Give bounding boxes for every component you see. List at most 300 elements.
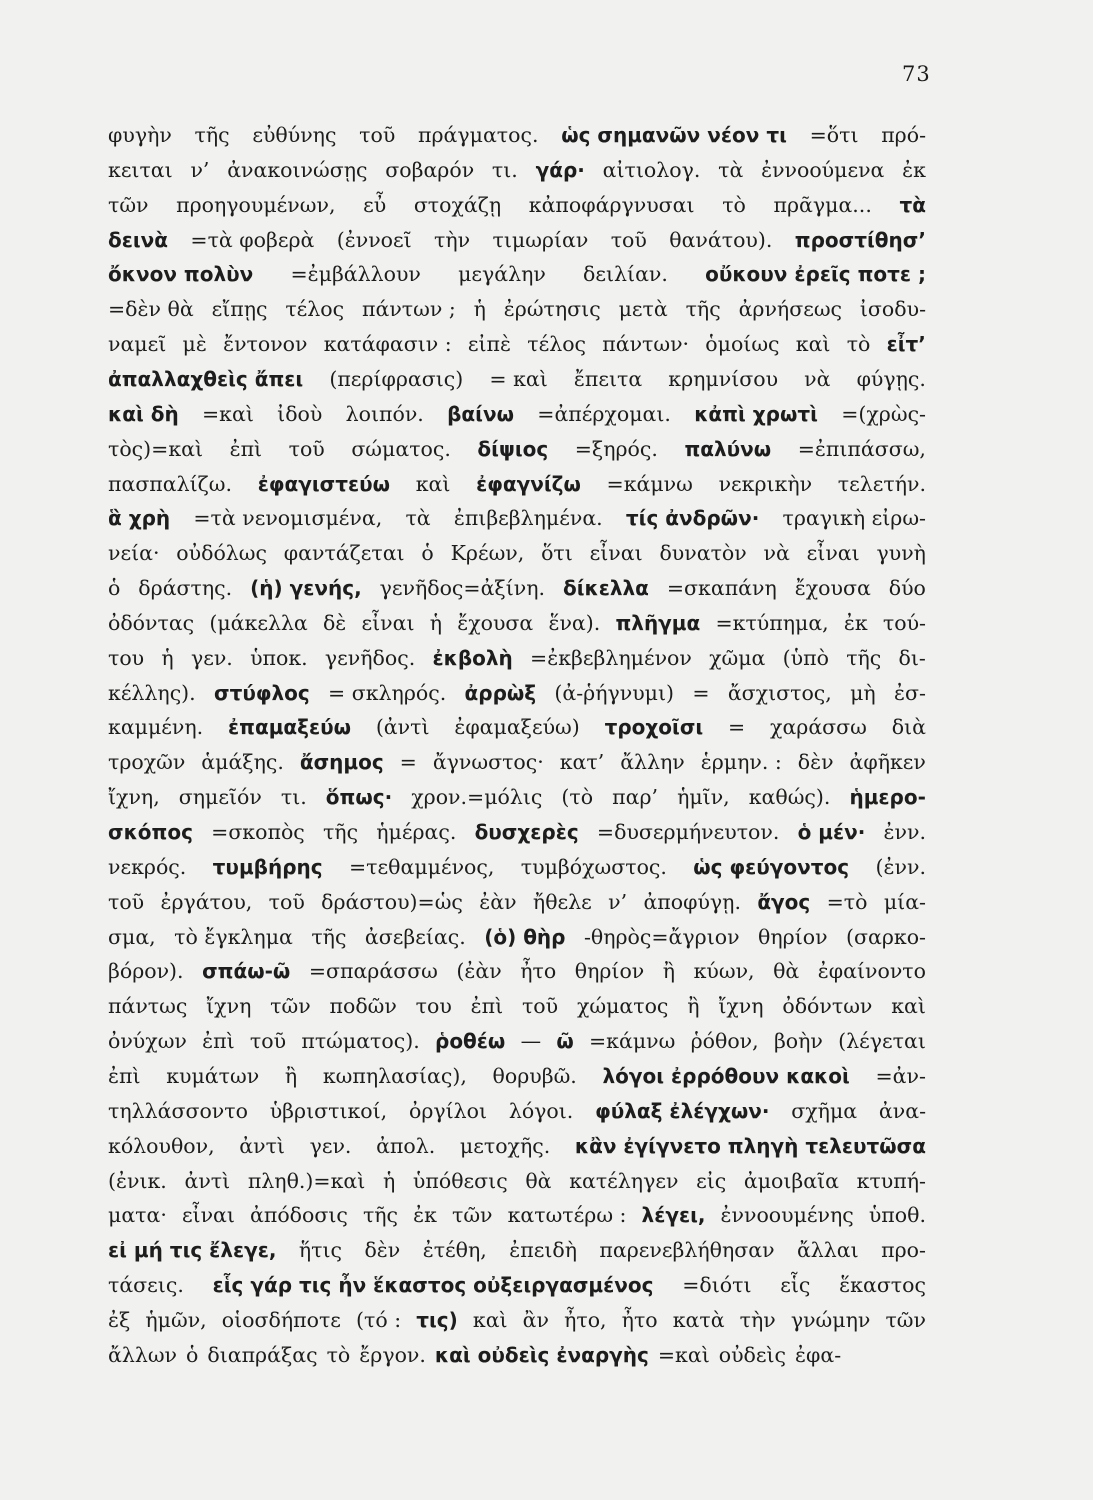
- gloss-text: τροχῶν: [108, 750, 186, 775]
- gloss-text: κέλλης).: [108, 680, 196, 705]
- text-line: [108, 1198, 926, 1232]
- gloss-text: νεία·: [108, 541, 160, 566]
- gloss-text: =τὸ: [826, 889, 868, 914]
- gloss-text: ἄσχιστος,: [727, 680, 832, 705]
- headword: ἀρρὼξ: [464, 680, 537, 705]
- gloss-text: εἷς: [780, 1273, 811, 1298]
- gloss-text: ἐτέθη,: [422, 1238, 487, 1263]
- gloss-text: δὲν: [797, 750, 834, 775]
- gloss-text: τυμβόχωστος.: [520, 854, 667, 879]
- gloss-text: μεγάλην: [458, 262, 546, 287]
- gloss-text: πράγματος.: [418, 123, 539, 147]
- gloss-text: λόγοι.: [508, 1098, 574, 1123]
- headword: στύφλος: [214, 680, 310, 705]
- text-line: [108, 1338, 926, 1372]
- gloss-text: οἱοσδήποτε: [221, 1307, 341, 1332]
- headword: τυμβήρης: [212, 854, 323, 879]
- gloss-text: εἶναι: [589, 541, 643, 566]
- gloss-text: =τὰ νενομισμένα,: [193, 506, 383, 531]
- gloss-text: τῆς: [846, 645, 882, 670]
- gloss-text: τι.: [280, 785, 307, 810]
- gloss-text: πρᾶγμα...: [773, 192, 872, 217]
- headword: κἂν ἐγίγνετο πληγὴ τελευτῶσα: [574, 1133, 926, 1158]
- gloss-text: μετοχῆς.: [459, 1133, 551, 1158]
- gloss-text: =ἀν-: [875, 1063, 926, 1088]
- gloss-text: =σκοπὸς: [211, 820, 305, 844]
- gloss-text: ἐὰν: [479, 889, 517, 914]
- gloss-text: δὲ: [322, 610, 347, 635]
- gloss-text: ἂν: [522, 1307, 549, 1332]
- headword: ἐφαγνίζω: [476, 471, 581, 496]
- gloss-text: τοῦ: [521, 994, 559, 1019]
- gloss-text: τὸ: [326, 1342, 351, 1367]
- gloss-text: τοῦ: [288, 436, 325, 461]
- gloss-text: =ὅτι: [809, 123, 859, 147]
- gloss-text: ἐσ-: [894, 680, 926, 705]
- gloss-text: =τὰ φοβερὰ: [190, 227, 315, 252]
- gloss-text: οὐδεὶς: [718, 1342, 787, 1367]
- gloss-text: παρ’: [612, 785, 659, 810]
- gloss-text: (ἀ-ῥήγνυμι): [554, 680, 675, 705]
- gloss-text: του: [108, 645, 145, 670]
- gloss-text: =κάμνω: [589, 1029, 676, 1054]
- gloss-text: ἐφαμαξεύω): [454, 715, 580, 740]
- text-line: [108, 571, 926, 605]
- gloss-text: ἀπολ.: [376, 1133, 436, 1158]
- gloss-text: ἐργάτου,: [160, 889, 253, 914]
- headword: δεινὰ: [108, 227, 169, 252]
- text-line: [108, 606, 926, 640]
- gloss-text: τι.: [491, 157, 518, 182]
- gloss-text: ἰσοδυ-: [859, 297, 926, 322]
- gloss-text: τέλος: [527, 332, 587, 357]
- headword: ἃ χρὴ: [108, 506, 171, 531]
- gloss-text: =(χρὼς-: [841, 401, 926, 426]
- gloss-text: ἕκαστος: [839, 1273, 926, 1298]
- gloss-text: εἰς: [696, 1168, 727, 1193]
- headword: προστίθησ’: [794, 227, 926, 252]
- gloss-text: ἦτο: [520, 959, 557, 984]
- gloss-text: ἐνν.: [883, 820, 926, 844]
- gloss-text: καὶ: [415, 471, 451, 496]
- gloss-text: τάσεις.: [108, 1273, 184, 1298]
- gloss-text: (τὸ: [561, 785, 594, 810]
- gloss-text: τῆς: [194, 123, 230, 147]
- gloss-text: χρον.=μόλις: [411, 785, 543, 810]
- text-line: [108, 536, 926, 570]
- gloss-text: ἐφαίνοντο: [817, 959, 926, 984]
- text-line: [108, 223, 926, 257]
- gloss-text: διὰ: [891, 715, 926, 740]
- gloss-text: (ἐννοεῖ: [336, 227, 412, 252]
- gloss-text: ἰδοὺ: [277, 401, 323, 426]
- gloss-text: δυνατὸν: [659, 541, 747, 566]
- gloss-text: φυγὴν: [108, 123, 172, 147]
- gloss-text: γεν.: [190, 645, 233, 670]
- gloss-text: εἶναι: [361, 610, 415, 635]
- gloss-text: ἀρνήσεως: [738, 297, 843, 322]
- text-line: [108, 1303, 926, 1337]
- headword: ὡς φεύγοντος: [693, 854, 850, 879]
- text-line: [108, 257, 926, 291]
- gloss-text: ἐπειδὴ: [509, 1238, 577, 1263]
- text-line: [108, 815, 926, 849]
- text-line: [108, 1129, 926, 1163]
- gloss-text: Κρέων,: [450, 541, 525, 566]
- gloss-text: ἡμῖν,: [677, 785, 730, 810]
- gloss-text: κἀποφάργνυσαι: [528, 192, 695, 217]
- gloss-text: πάντων ;: [362, 297, 456, 322]
- gloss-text: τὴν: [434, 227, 471, 252]
- gloss-text: ὁ: [186, 1342, 199, 1367]
- gloss-text: κύων,: [693, 959, 755, 984]
- headword: ὅπως·: [325, 785, 393, 810]
- gloss-text: γνώμην: [790, 1307, 871, 1332]
- gloss-text: ἀπόδοσις: [250, 1203, 348, 1228]
- text-line: [108, 1024, 926, 1058]
- headword: βαίνω: [447, 401, 514, 426]
- headword: ἄγος: [757, 889, 811, 914]
- gloss-text: καμμένη.: [108, 715, 204, 740]
- gloss-text: (περίφρασις): [329, 366, 464, 391]
- gloss-text: ἐπὶ: [202, 1029, 235, 1054]
- text-line: [108, 153, 926, 187]
- gloss-text: (ἐνικ.: [108, 1168, 167, 1193]
- gloss-text: εὖ: [363, 192, 387, 217]
- gloss-text: ἀσεβείας.: [364, 924, 466, 949]
- gloss-text: ἴχνη: [718, 994, 764, 1019]
- gloss-text: χῶμα: [709, 645, 766, 670]
- gloss-text: ν’: [190, 157, 210, 182]
- gloss-text: θηρίον: [758, 924, 828, 949]
- gloss-text: δι-: [898, 645, 926, 670]
- gloss-text: =σπαράσσω: [308, 959, 438, 984]
- gloss-text: ἀφῆκεν: [849, 750, 926, 775]
- gloss-text: δράστης.: [138, 576, 233, 601]
- gloss-text: τὸς)=καὶ: [108, 436, 204, 461]
- headword: λέγει,: [641, 1203, 706, 1228]
- headword: πλῆγμα: [615, 610, 701, 635]
- gloss-text: προηγουμένων,: [176, 192, 336, 217]
- gloss-text: ἡμέρας.: [376, 820, 457, 844]
- gloss-text: κατ’: [559, 750, 605, 775]
- gloss-text: κωπηλασίας),: [322, 1063, 467, 1088]
- gloss-text: μία-: [883, 889, 926, 914]
- gloss-text: τῶν: [885, 1307, 926, 1332]
- gloss-text: στοχάζῃ: [413, 192, 502, 217]
- headword: οὔκουν ἐρεῖς ποτε ;: [705, 262, 926, 287]
- gloss-text: ἐφα-: [795, 1342, 842, 1367]
- gloss-text: τῆς: [311, 924, 347, 949]
- gloss-text: ἐπιβεβλημένα.: [453, 506, 603, 531]
- gloss-text: ἐξ: [108, 1307, 131, 1332]
- gloss-text: πάντων·: [602, 332, 690, 357]
- text-line: [108, 327, 926, 361]
- gloss-text: ὁ: [421, 541, 434, 566]
- gloss-text: αἰτιολογ.: [602, 157, 701, 182]
- headword: παλύνω: [684, 436, 772, 461]
- gloss-text: πρό-: [881, 123, 926, 147]
- gloss-text: ἀμοιβαῖα: [743, 1168, 839, 1193]
- gloss-text: ῥόθον,: [690, 1029, 759, 1054]
- text-line: [108, 1094, 926, 1128]
- text-line: [108, 1164, 926, 1198]
- gloss-text: προ-: [881, 1238, 926, 1263]
- gloss-text: νὰ: [763, 541, 790, 566]
- gloss-text: ἡμῶν,: [145, 1307, 207, 1332]
- gloss-text: κτυπή-: [856, 1168, 926, 1193]
- gloss-text: ἑρμην. :: [700, 750, 782, 775]
- text-line: [108, 467, 926, 501]
- text-line: [108, 885, 926, 919]
- gloss-text: ναμεῖ: [108, 332, 167, 357]
- gloss-text: ἥτις: [298, 1238, 343, 1263]
- gloss-text: ἐκ: [413, 1203, 437, 1228]
- gloss-text: τραγικὴ εἰρω-: [782, 506, 926, 531]
- gloss-text: θανάτου).: [669, 227, 773, 252]
- gloss-text: (ἀντὶ: [375, 715, 430, 740]
- headword: δίψιος: [477, 436, 549, 461]
- gloss-text: τὰ: [718, 157, 744, 182]
- gloss-text: ὀδόντων: [782, 994, 873, 1019]
- gloss-text: ὀνύχων: [108, 1029, 187, 1054]
- gloss-text: ἕνα).: [548, 610, 601, 635]
- gloss-text: ἄλλων: [108, 1342, 178, 1367]
- headword: ἐκβολὴ: [432, 645, 513, 670]
- text-line: [108, 292, 926, 326]
- gloss-text: =διότι: [682, 1273, 752, 1298]
- gloss-text: ματα·: [108, 1203, 167, 1228]
- gloss-text: =δυσερμήνευτον.: [596, 820, 780, 844]
- text-line: [108, 118, 926, 152]
- headword: τις): [416, 1307, 458, 1332]
- gloss-text: τελετήν.: [837, 471, 926, 496]
- gloss-text: μετὰ: [618, 297, 668, 322]
- gloss-text: ὑπόθεσις: [412, 1168, 508, 1193]
- gloss-text: εἰπὲ: [467, 332, 512, 357]
- gloss-text: κατάφασιν :: [323, 332, 452, 357]
- gloss-text: καὶ: [891, 994, 926, 1019]
- gloss-text: φύγῃς.: [856, 366, 926, 391]
- gloss-text: τὸ: [722, 192, 746, 217]
- gloss-text: μὴ: [850, 680, 876, 705]
- headword: φύλαξ ἐλέγχων·: [595, 1098, 770, 1123]
- gloss-text: βόρον).: [108, 959, 184, 984]
- gloss-text: ἄλλην: [620, 750, 685, 775]
- gloss-text: τέλος: [285, 297, 345, 322]
- headword: ῶ: [556, 1029, 574, 1054]
- gloss-text: ἔργον.: [359, 1342, 426, 1367]
- gloss-text: ὀδόντας: [108, 610, 195, 635]
- text-line: [108, 397, 926, 431]
- gloss-text: =: [728, 715, 746, 740]
- headword: σπάω-ῶ: [202, 959, 291, 984]
- gloss-text: τῶν: [108, 192, 149, 217]
- gloss-text: ἤθελε: [532, 889, 592, 914]
- gloss-text: οὐδόλως: [176, 541, 267, 566]
- headword: εἷς γάρ τις ἦν ἕκαστος οὐξειργασμένος: [212, 1273, 654, 1298]
- gloss-text: τὸ: [846, 332, 871, 357]
- gloss-text: πληθ.)=καὶ: [247, 1168, 366, 1193]
- gloss-text: ποδῶν: [329, 994, 397, 1019]
- gloss-text: τὰ: [405, 506, 431, 531]
- gloss-text: (σαρκο-: [846, 924, 926, 949]
- gloss-text: ἐπὶ: [108, 1063, 141, 1088]
- gloss-text: τού-: [882, 610, 926, 635]
- gloss-text: =κάμνω: [606, 471, 693, 496]
- gloss-text: λοιπόν.: [345, 401, 424, 426]
- gloss-text: γυνὴ: [876, 541, 926, 566]
- gloss-text: =κτύπημα,: [715, 610, 829, 635]
- gloss-text: ἐκ: [843, 610, 868, 635]
- gloss-text: ἴχνη,: [108, 785, 160, 810]
- gloss-text: γενῆδος=ἀξίνη.: [379, 576, 546, 601]
- gloss-text: =τεθαμμένος,: [349, 854, 495, 879]
- headword: δυσχερὲς: [474, 820, 579, 844]
- headword: σκόπος: [108, 820, 193, 844]
- gloss-text: =ἐκβεβλημένον: [530, 645, 692, 670]
- gloss-text: νὰ: [804, 366, 831, 391]
- gloss-text: καὶ: [472, 1307, 508, 1332]
- gloss-text: εὐθύνης: [252, 123, 337, 147]
- gloss-text: διαπράξας: [207, 1342, 318, 1367]
- gloss-text: =σκαπάνη: [666, 576, 777, 601]
- headword: ὄκνον πολὺν: [108, 262, 254, 287]
- gloss-text: δράστου)=ὡς: [321, 889, 463, 914]
- gloss-text: τοῦ: [249, 1029, 287, 1054]
- gloss-text: βοὴν: [773, 1029, 823, 1054]
- gloss-text: ἀντὶ: [184, 1168, 231, 1193]
- gloss-text: ἡ: [161, 645, 174, 670]
- gloss-text: ἐκ: [902, 157, 926, 182]
- gloss-text: =ἐπιπάσσω,: [797, 436, 926, 461]
- gloss-text: =: [692, 680, 710, 705]
- gloss-text: ἢ: [284, 1063, 298, 1088]
- gloss-text: ἢ: [687, 994, 700, 1019]
- gloss-text: ὁ: [108, 576, 121, 601]
- headword: δίκελλα: [562, 576, 649, 601]
- gloss-text: του: [415, 994, 452, 1019]
- text-line: [108, 676, 926, 710]
- gloss-text: σοβαρόν: [385, 157, 475, 182]
- headword: γάρ·: [535, 157, 585, 182]
- gloss-text: κατὰ: [672, 1307, 725, 1332]
- gloss-text: κρημνίσου: [668, 366, 779, 391]
- gloss-text: σημεῖόν: [178, 785, 262, 810]
- text-line: [108, 989, 926, 1023]
- headword: λόγοι ἐρρόθουν κακοὶ: [602, 1063, 850, 1088]
- headword: (ὁ) θὴρ: [484, 924, 566, 949]
- gloss-text: ἔχουσα: [457, 610, 534, 635]
- gloss-text: -θηρὸς=ἄγριον: [583, 924, 740, 949]
- gloss-text: πάντως: [108, 994, 188, 1019]
- text-line: [108, 1268, 926, 1302]
- gloss-text: ἴχνη: [206, 994, 252, 1019]
- gloss-text: = καὶ: [489, 366, 548, 391]
- gloss-text: ἐρώτησις: [503, 297, 601, 322]
- gloss-text: ἀνακοινώσῃς: [227, 157, 368, 182]
- text-line: [108, 641, 926, 675]
- gloss-text: (ὑπὸ: [782, 645, 829, 670]
- gloss-text: =: [399, 750, 417, 775]
- gloss-text: κυμάτων: [166, 1063, 260, 1088]
- gloss-text: ἀνα-: [878, 1098, 926, 1123]
- gloss-text: θηρίον: [574, 959, 645, 984]
- gloss-text: τιμωρίαν: [492, 227, 589, 252]
- gloss-text: παρενεβλήθησαν: [599, 1238, 775, 1263]
- gloss-text: κατωτέρω :: [507, 1203, 627, 1228]
- text-line: [108, 920, 926, 954]
- gloss-text: δύο: [888, 576, 926, 601]
- gloss-text: εἶναι: [181, 1203, 235, 1228]
- text-line: [108, 954, 926, 988]
- gloss-text: καὶ: [795, 332, 831, 357]
- gloss-text: ἐπὶ: [229, 436, 263, 461]
- headword: τίς ἀνδρῶν·: [625, 506, 760, 531]
- gloss-text: ὑβριστικοί,: [269, 1098, 388, 1123]
- headword: ἄσημος: [299, 750, 384, 775]
- headword: ὡς σημανῶν νέον τι: [561, 123, 787, 147]
- gloss-text: σχῆμα: [791, 1098, 858, 1123]
- headword: ῥοθέω: [435, 1029, 506, 1054]
- text-line: [108, 745, 926, 779]
- gloss-text: γεν.: [309, 1133, 352, 1158]
- gloss-text: νεκρικὴν: [718, 471, 813, 496]
- headword: καὶ δὴ: [108, 401, 179, 426]
- headword: κἀπὶ χρωτὶ: [694, 401, 818, 426]
- gloss-text: εἴπῃς: [211, 297, 268, 322]
- gloss-text: =ἀπέρχομαι.: [537, 401, 671, 426]
- gloss-text: πτώματος).: [301, 1029, 420, 1054]
- text-line: [108, 432, 926, 466]
- gloss-text: =καὶ: [201, 401, 254, 426]
- gloss-text: τῆς: [362, 1203, 399, 1228]
- gloss-text: καθώς).: [748, 785, 831, 810]
- headword: εἰ μή τις ἔλεγε,: [108, 1238, 277, 1263]
- gloss-text: ἡ: [429, 610, 442, 635]
- gloss-text: τοῦ: [610, 227, 647, 252]
- gloss-text: θὰ: [773, 959, 800, 984]
- gloss-text: δὲν: [364, 1238, 401, 1263]
- gloss-text: ὀργίλοι: [409, 1098, 488, 1123]
- gloss-text: ἦτο,: [564, 1307, 607, 1332]
- gloss-text: = σκληρός.: [328, 680, 447, 705]
- text-line: [108, 780, 926, 814]
- gloss-text: χαράσσω: [770, 715, 867, 740]
- gloss-text: ἔχουσα: [794, 576, 871, 601]
- text-line: [108, 1233, 926, 1267]
- text-line: [108, 710, 926, 744]
- gloss-text: —: [520, 1029, 542, 1054]
- text-line: [108, 362, 926, 396]
- headword: τὰ: [899, 192, 926, 217]
- gloss-text: τὴν: [739, 1307, 776, 1332]
- gloss-text: (μάκελλα: [209, 610, 308, 635]
- gloss-text: ἡ: [382, 1168, 396, 1193]
- gloss-text: (λέγεται: [838, 1029, 926, 1054]
- page-number: 73: [902, 62, 931, 86]
- text-line: [108, 501, 926, 535]
- gloss-text: τοῦ: [268, 889, 305, 914]
- gloss-text: τῆς: [685, 297, 721, 322]
- gloss-text: κατέληγεν: [569, 1168, 679, 1193]
- gloss-text: νεκρός.: [108, 854, 187, 879]
- gloss-text: ὑποκ.: [250, 645, 308, 670]
- gloss-text: ὑποθ.: [868, 1203, 926, 1228]
- gloss-text: ἐπὶ: [470, 994, 504, 1019]
- gloss-text: τοῦ: [108, 889, 145, 914]
- headword: τροχοῖσι: [604, 715, 704, 740]
